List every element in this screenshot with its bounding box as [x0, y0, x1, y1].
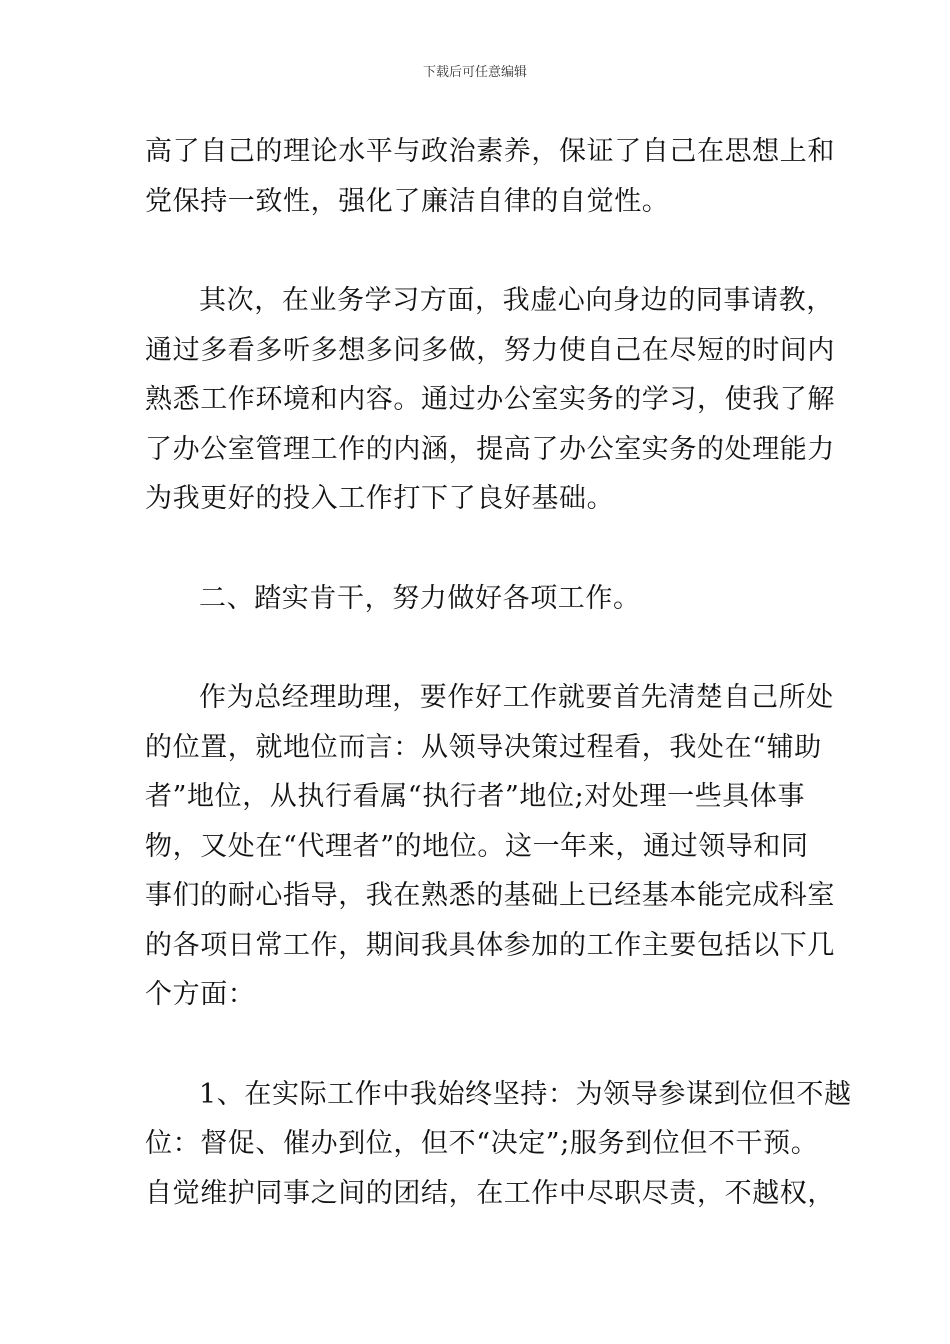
text-line: 者”地位，从执行看属“执行者”地位;对处理一些具体事 [145, 781, 806, 812]
text-line: 了办公室管理工作的内涵，提高了办公室实务的处理能力 [145, 433, 835, 465]
text-line: 其次，在业务学习方面，我虚心向身边的同事请教， [199, 285, 834, 316]
paragraph-gap [145, 524, 809, 574]
page-header: 下载后可任意编辑 [422, 65, 527, 80]
paragraph [145, 276, 835, 524]
text-line: 的位置，就地位而言：从领导决策过程看，我处在“辅助 [145, 731, 822, 763]
paragraph-gap [145, 1020, 809, 1070]
paragraph [145, 1070, 852, 1219]
text-line: 通过多看多听多想多问多做，努力使自己在尽短的时间内 [145, 334, 835, 366]
text-line: 熟悉工作环境和内容。通过办公室实务的学习，使我了解 [145, 384, 835, 415]
text-line: 作为总经理助理，要作好工作就要首先清楚自己所处 [199, 682, 834, 713]
text-line: 二、踏实肯干，努力做好各项工作。 [199, 582, 641, 614]
paragraph [145, 673, 835, 1020]
paragraph-gap [145, 226, 809, 276]
text-line: 为我更好的投入工作打下了良好基础。 [145, 483, 615, 514]
text-line: 事们的耐心指导，我在熟悉的基础上已经基本能完成科室 [145, 880, 835, 911]
paragraph-gap [145, 623, 809, 673]
text-line: 1、在实际工作中我始终坚持：为领导参谋到位但不越 [199, 1078, 852, 1110]
text-line: 的各项日常工作，期间我具体参加的工作主要包括以下几 [145, 929, 835, 961]
section-heading [145, 574, 809, 624]
document-body [145, 127, 852, 1218]
text-line: 位：督促、催办到位，但不“决定”;服务到位但不干预。 [145, 1128, 819, 1159]
paragraph [145, 127, 835, 226]
text-line: 自觉维护同事之间的团结，在工作中尽职尽责，不越权， [145, 1177, 835, 1209]
text-line: 物，又处在“代理者”的地位。这一年来，通过领导和同 [145, 830, 809, 862]
text-line: 高了自己的理论水平与政治素养，保证了自己在思想上和 [145, 136, 835, 167]
text-line: 党保持一致性，强化了廉洁自律的自觉性。 [145, 185, 670, 217]
text-line: 个方面： [145, 979, 256, 1010]
